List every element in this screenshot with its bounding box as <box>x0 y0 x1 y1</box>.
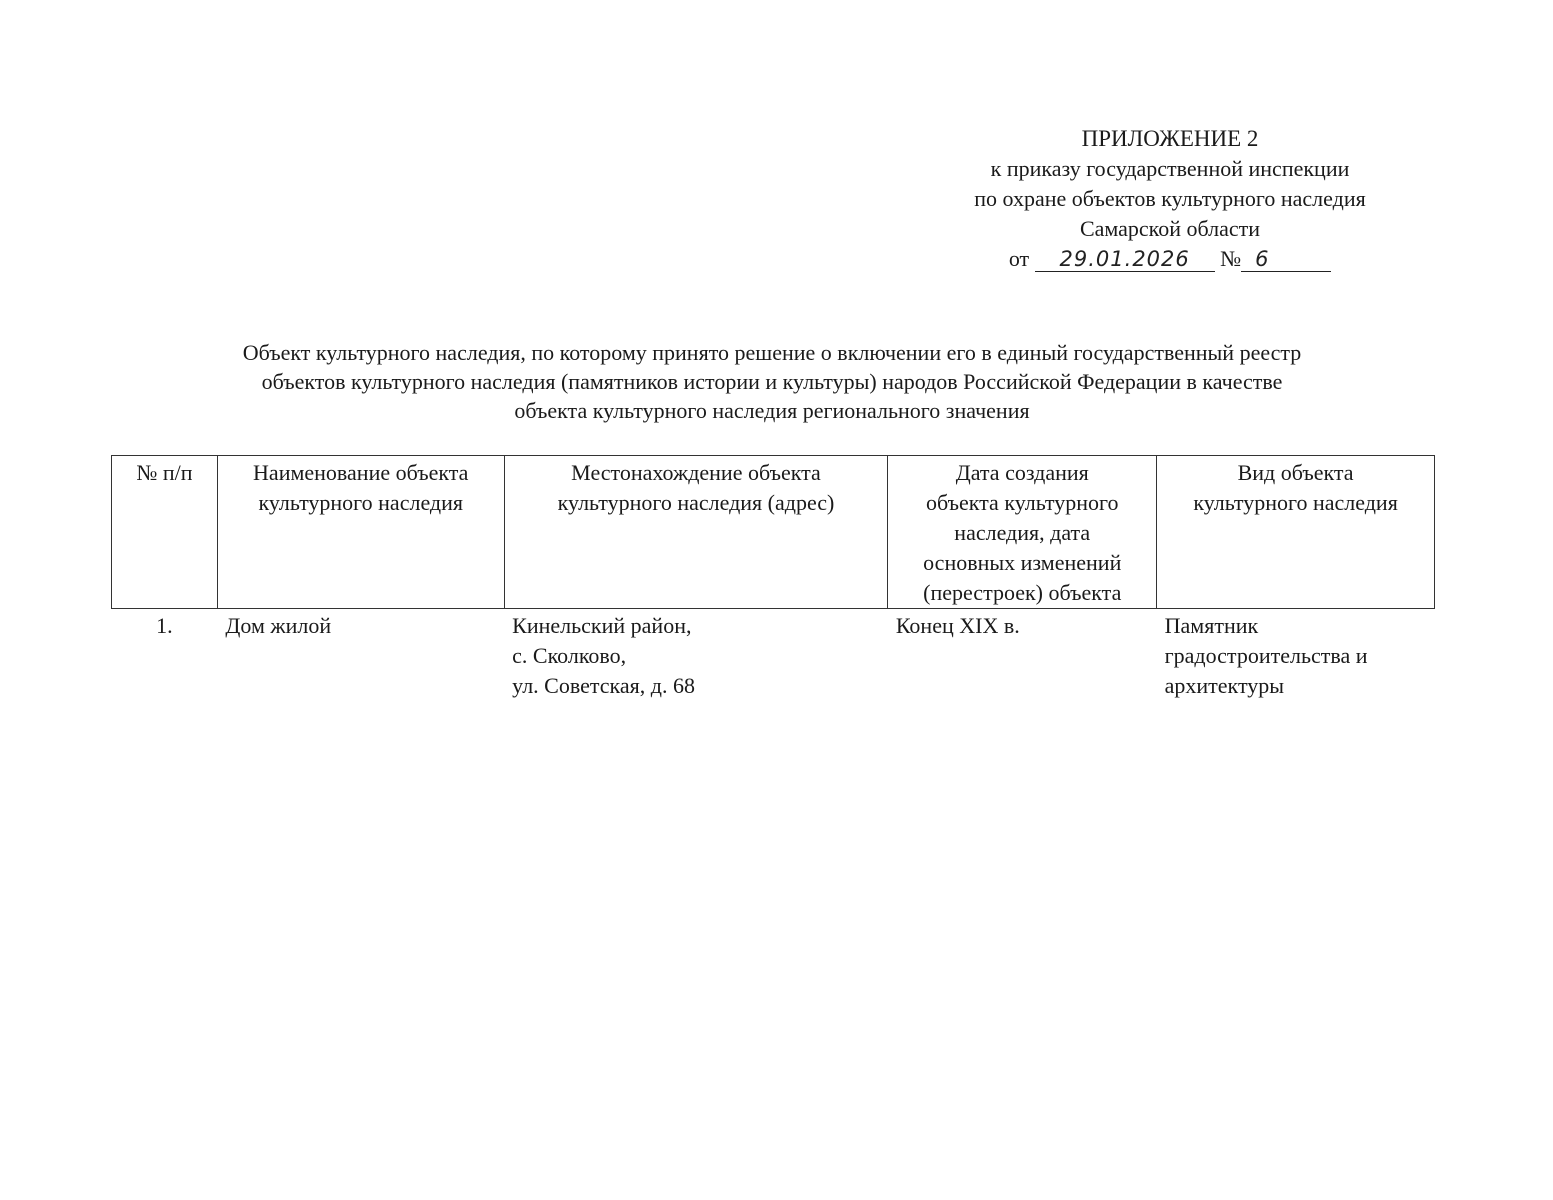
header-type: Вид объекта культурного наследия <box>1157 456 1435 609</box>
header-address: Местонахождение объекта культурного наследия (адрес) <box>504 456 888 609</box>
appendix-line-2: по охране объектов культурного наследия <box>974 186 1366 211</box>
heading-line-1: Объект культурного наследия, по которому принято решение о включении его в единый государственный реестр <box>242 340 1302 365</box>
cell-number: 1. <box>156 613 173 638</box>
header-date: Дата создания объекта культурного наследия, дата основных изменений (перестроек) объекта <box>888 456 1157 609</box>
cell-address: Кинельский район, с. Сколково, ул. Советская, д. 68 <box>512 613 695 698</box>
appendix-block <box>900 124 1440 274</box>
appendix-line-3: Самарской области <box>1079 216 1261 241</box>
header-number: № п/п <box>112 456 218 609</box>
header-name: Наименование объекта культурного наследия <box>217 456 504 609</box>
table-row <box>112 609 1435 702</box>
heritage-registry-table <box>111 455 1435 701</box>
cell-date: Конец XIX в. <box>895 613 1020 638</box>
date-prefix: от <box>1008 246 1030 271</box>
document-heading <box>100 338 1444 425</box>
table-header-row <box>112 456 1435 609</box>
order-date-line <box>900 244 1440 274</box>
handwritten-date: 29.01.2026 <box>1035 247 1215 272</box>
cell-type: Памятник градостроительства и архитектуры <box>1164 613 1368 698</box>
appendix-line-1: к приказу государственной инспекции <box>990 156 1350 181</box>
number-prefix: № <box>1220 246 1242 271</box>
handwritten-number: 6 <box>1241 247 1331 272</box>
heading-line-3: объекта культурного наследия регионального значения <box>514 398 1030 423</box>
heading-line-2: объектов культурного наследия (памятников истории и культуры) народов Российской Федерации в качестве <box>261 369 1283 394</box>
appendix-title: ПРИЛОЖЕНИЕ 2 <box>1081 126 1259 151</box>
cell-name: Дом жилой <box>225 613 332 638</box>
